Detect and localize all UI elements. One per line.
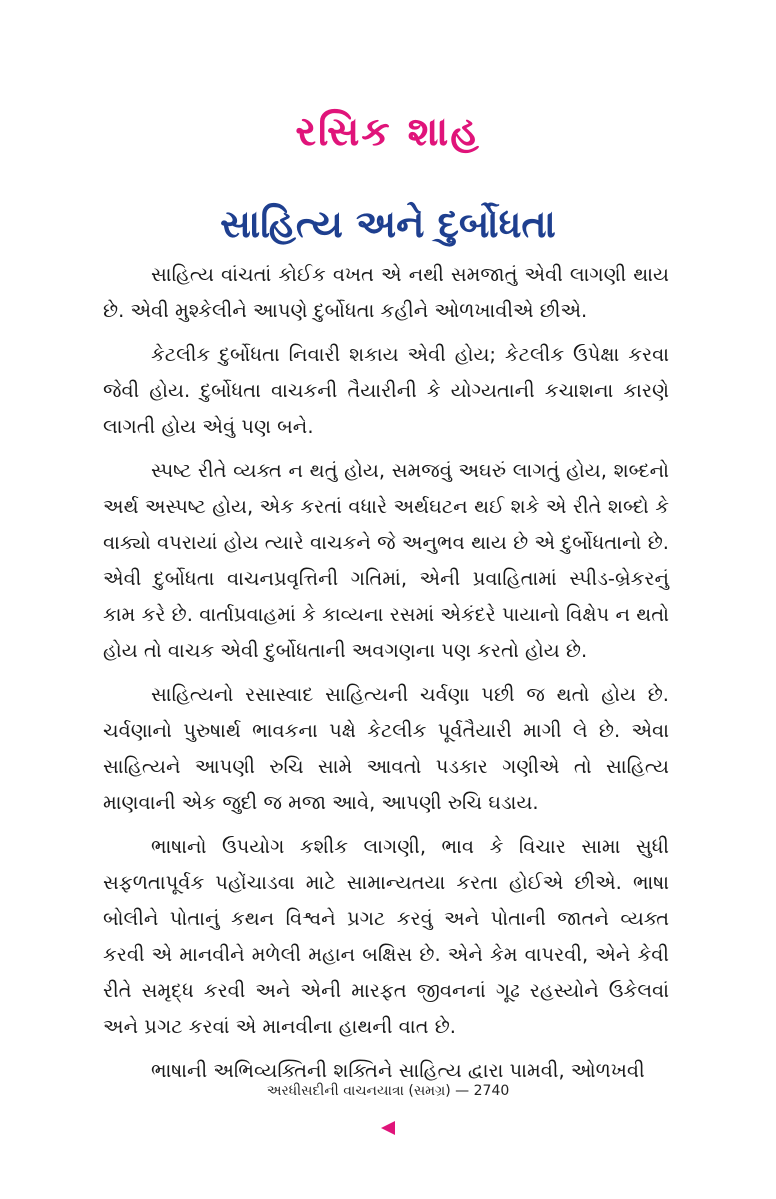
chapter-title: સાહિત્ય અને દુર્બોધતા (220, 202, 556, 246)
author-name: રસિક શાહ (295, 109, 481, 155)
paragraph: કેટલીક દુર્બોધતા નિવારી શકાય એવી હોય; કેટલીક ઉપેક્ષા કરવા જેવી હોય. દુર્બોધતા વાચકની તૈયારીની કે યોગ્યતાની કચાશના કારણે લાગતી હોય એવું પણ બને. (103, 343, 669, 438)
paragraph: સાહિત્યનો રસાસ્વાદ સાહિત્યની ચર્વણા પછી જ થતો હોય છે. ચર્વણાનો પુરુષાર્થ ભાવકના પક્ષે કેટલીક પૂર્વતૈયારી માગી લે છે. એવા સાહિત્યને આપણી રુચિ સામે આવતો પડકાર ગણીએ તો સાહિત્ય માણવાની એક જુદી જ મજા આવે, આપણી રુચિ ઘડાય. (103, 683, 669, 814)
paragraph: ભાષાનો ઉપયોગ કશીક લાગણી, ભાવ કે વિચાર સામા સુધી સફળતાપૂર્વક પહોંચાડવા માટે સામાન્યતયા કરતા હોઈએ છીએ. ભાષા બોલીને પોતાનું કથન વિશ્વને પ્રગટ કરવું અને પોતાની જાતને વ્યક્ત કરવી એ માનવીને મળેલી મહાન બક્ષિસ છે. એને કેમ વાપરવી, એને કેવી રીતે સમૃદ્ધ કરવી અને એની મારફત જીવનનાં ગૂઢ રહસ્યોને ઉકેલવાં અને પ્રગટ કરવાં એ માનવીના હાથની વાત છે. (103, 835, 669, 1038)
previous-page-arrow-icon[interactable] (381, 1121, 395, 1135)
paragraph: સાહિત્ય વાંચતાં કોઈક વખત એ નથી સમજાતું એવી લાગણી થાય છે. એવી મુશ્કેલીને આપણે દુર્બોધતા કહીને ઓળખાવીએ છીએ. (103, 263, 669, 322)
page-footer: અરધીસદીની વાચનયાત્રા (સમગ્ર) — 2740 (266, 1083, 510, 1099)
paragraph: ભાષાની અભિવ્યક્તિની શક્તિને સાહિત્ય દ્વારા પામવી, ઓળખવી (151, 1059, 645, 1082)
body-text (103, 257, 669, 1097)
paragraph: સ્પષ્ટ રીતે વ્યક્ત ન થતું હોય, સમજવું અઘરું લાગતું હોય, શબ્દનો અર્થ અસ્પષ્ટ હોય, એક કરતાં વધારે અર્થઘટન થઈ શકે એ રીતે શબ્દો કે વાક્યો વપરાયાં હોય ત્યારે વાચકને જે અનુભવ થાય છે એ દુર્બોધતાનો છે. એવી દુર્બોધતા વાચનપ્રવૃત્તિની ગતિમાં, એની પ્રવાહિતામાં સ્પીડ-બ્રેકરનું કામ કરે છે. વાર્તાપ્રવાહમાં કે કાવ્યના રસમાં એકંદરે પાયાનો વિક્ષેપ ન થતો હોય તો વાચક એવી દુર્બોધતાની અવગણના પણ કરતો હોય છે. (103, 459, 669, 662)
